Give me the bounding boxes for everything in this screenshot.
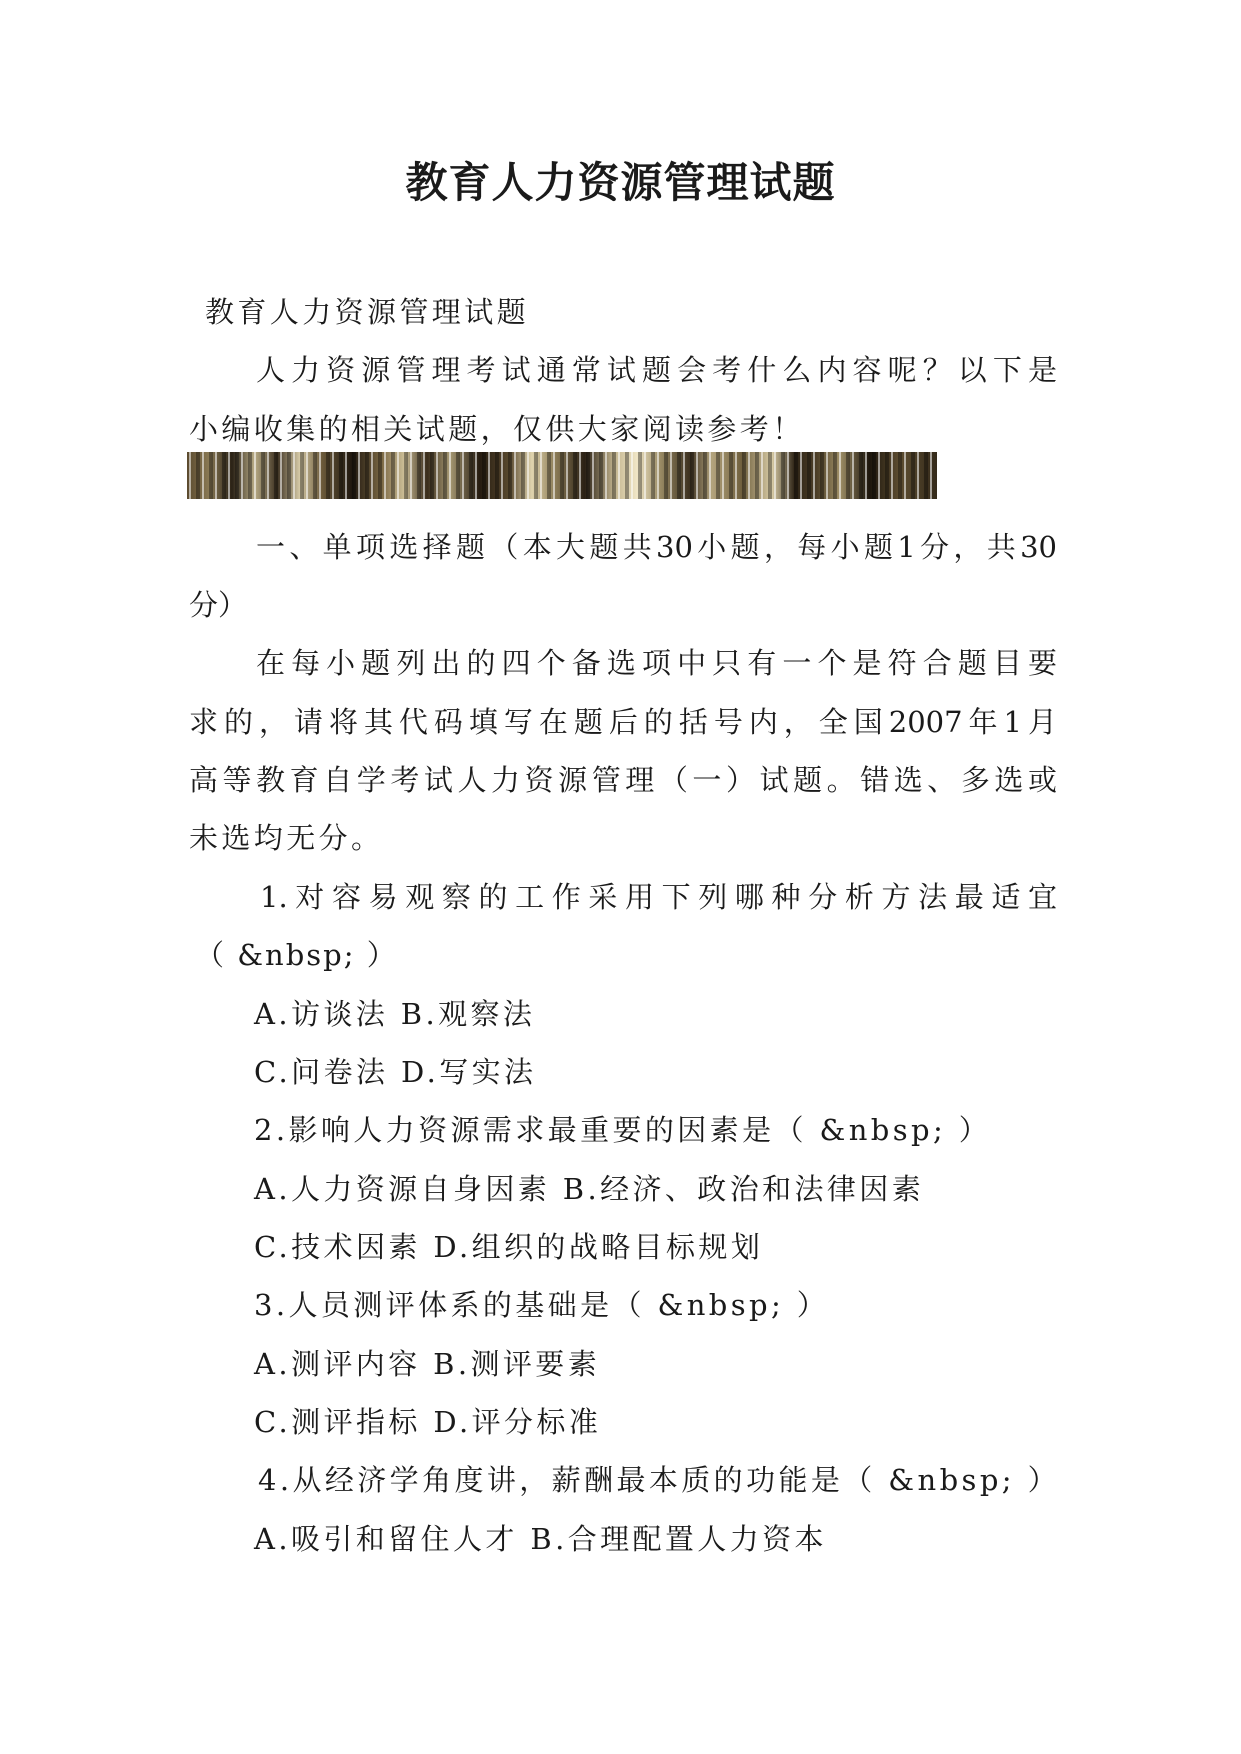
instruction-line-2: 求的，请将其代码填写在题后的括号内，全国2007年1月 bbox=[189, 705, 1057, 739]
question-4-line: 4.从经济学角度讲，薪酬最本质的功能是（ &nbsp; ） bbox=[258, 1463, 1060, 1497]
section-heading-line-2: 分） bbox=[189, 588, 248, 622]
question-3-options-cd: C.测评指标 D.评分标准 bbox=[254, 1405, 602, 1439]
question-2-options-cd: C.技术因素 D.组织的战略目标规划 bbox=[254, 1230, 764, 1264]
intro-line-2: 小编收集的相关试题，仅供大家阅读参考！ bbox=[189, 412, 805, 446]
instruction-line-1: 在每小题列出的四个备选项中只有一个是符合题目要 bbox=[256, 646, 1057, 680]
question-3-options-ab: A.测评内容 B.测评要素 bbox=[254, 1347, 601, 1381]
question-1-line-2: （ &nbsp; ） bbox=[195, 938, 398, 972]
question-1-options-cd: C.问卷法 D.写实法 bbox=[254, 1055, 537, 1089]
document-title: 教育人力资源管理试题 bbox=[405, 158, 836, 207]
subtitle-line: 教育人力资源管理试题 bbox=[205, 295, 530, 329]
decorative-banner-image bbox=[187, 452, 937, 499]
instruction-line-4: 未选均无分。 bbox=[189, 821, 384, 855]
question-2-line: 2.影响人力资源需求最重要的因素是（ &nbsp; ） bbox=[254, 1113, 992, 1147]
instruction-line-3: 高等教育自学考试人力资源管理（一）试题。错选、多选或 bbox=[189, 763, 1057, 797]
question-2-options-ab: A.人力资源自身因素 B.经济、政治和法律因素 bbox=[254, 1172, 925, 1206]
section-heading-line-1: 一、单项选择题（本大题共30小题，每小题1分，共30 bbox=[256, 530, 1057, 564]
intro-line-1: 人力资源管理考试通常试题会考什么内容呢？以下是 bbox=[256, 353, 1057, 387]
question-3-line: 3.人员测评体系的基础是（ &nbsp; ） bbox=[254, 1288, 830, 1322]
question-1-line-1: 1.对容易观察的工作采用下列哪种分析方法最适宜 bbox=[260, 880, 1057, 914]
question-1-options-ab: A.访谈法 B.观察法 bbox=[254, 997, 536, 1031]
question-4-options-ab: A.吸引和留住人才 B.合理配置人力资本 bbox=[254, 1522, 827, 1556]
